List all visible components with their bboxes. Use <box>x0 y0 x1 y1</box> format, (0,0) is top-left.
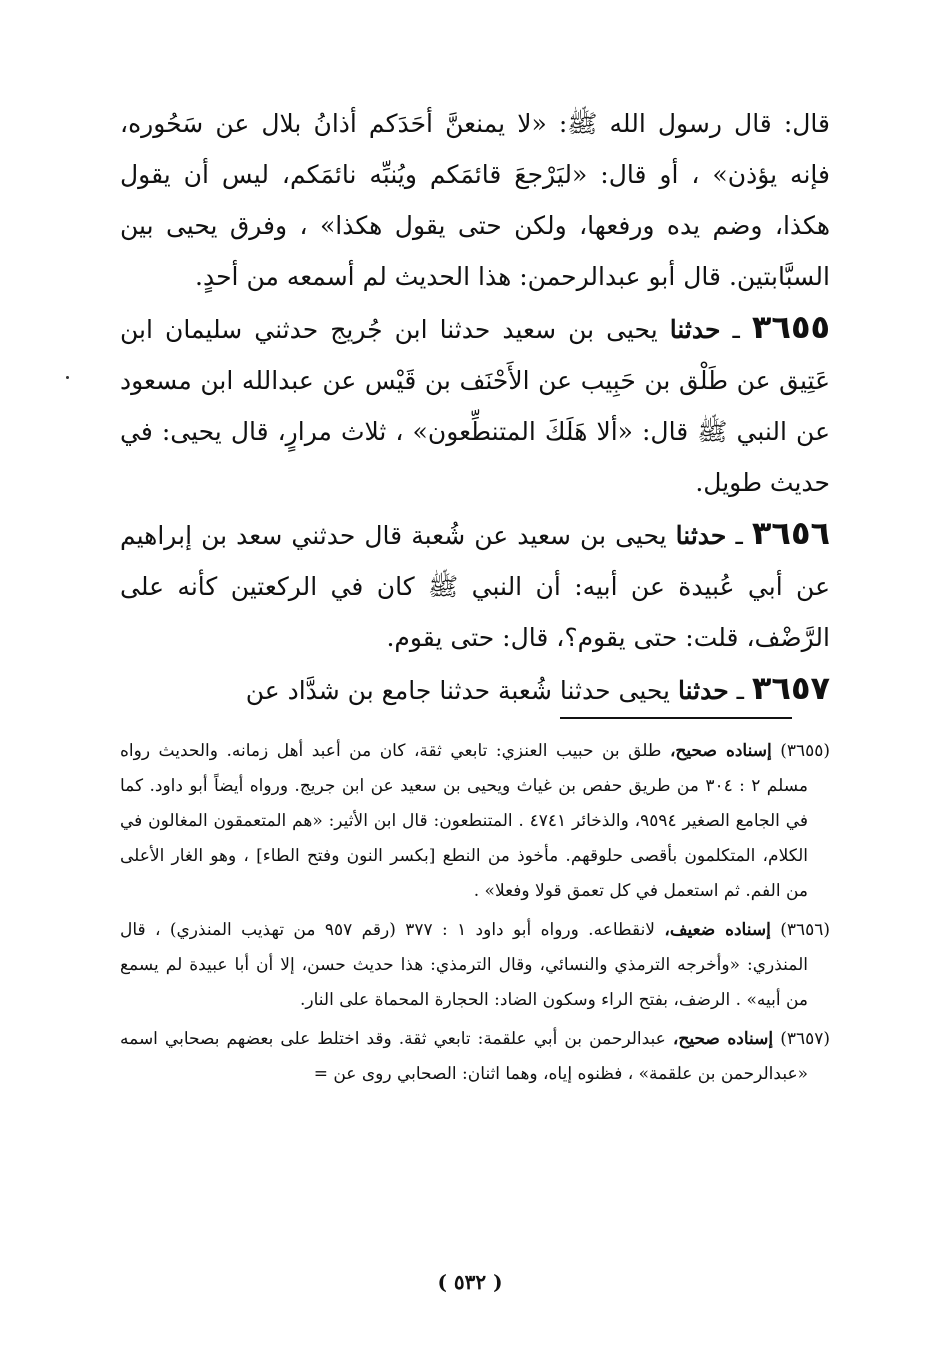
footnote-ref: (٣٦٥٥) <box>780 741 831 761</box>
footnotes <box>120 734 830 1096</box>
footnote-ref: (٣٦٥٧) <box>780 1029 830 1049</box>
footnote-3657 <box>120 1022 830 1092</box>
dash: ـ <box>726 521 752 550</box>
footnote-text: لانقطاعه. ورواه أبو داود ١ : ٣٧٧ (رقم ٩٥٧ من تهذيب المنذري) ، قال المنذري: «وأخرجه الترمذي والنسائي، وقال الترمذي: هذا حديث حسن، إلا أن أبا عبيدة لم يسمع من أبيه» . الرضف، بفتح الراء وسكون الضاد: الحجارة المحماة على النار. <box>120 920 808 1010</box>
footnote-grade: إسناده ضعيف، <box>664 920 771 940</box>
haddathana-word: حدثنا <box>675 521 727 550</box>
dash: ـ <box>728 676 752 705</box>
footnote-text: طلق بن حبيب العنزي: تابعي ثقة، كان من أعبد أهل زمانه. والحديث رواه مسلم ٢ : ٣٠٤ من طريق حفص بن غياث ويحيى بن سعيد عن ابن جريج. ورواه أيضاً أبو داود. كما في الجامع الصغير ٩٥٩٤، والذخائر ٤٧٤١ . المتنطعون: قال ابن الأثير: «هم المتعمقون المغالون في الكلام، المتكلمون بأقصى حلوقهم. مأخوذ من النطع [بكسر النون وفتح الطاء] ، وهو الغار الأعلى من الفم. ثم استعمل في كل تعمق قولا وفعلا» . <box>120 741 808 901</box>
footnote-3655 <box>120 734 830 909</box>
hadith-text: يحيى بن سعيد حدثنا ابن جُريج حدثني سليمان ابن عَتِيق عن طَلْق بن حَبِيب عن الأَحْنَف بن قَيْس عن عبدالله ابن مسعود عن النبي ﷺ قال: «ألا هَلَكَ المتنطِّعون» ، ثلاث مرارٍ، قال يحيى: في حديث طويل. <box>120 315 830 497</box>
hadith-3656 <box>120 508 830 663</box>
hadith-number: ٣٦٥٥ <box>751 308 830 346</box>
footnote-grade: إسناده صحيح، <box>669 741 772 761</box>
intro-paragraph <box>120 98 830 302</box>
hadith-3657 <box>120 663 830 716</box>
page-number: ( ٥٣٢ ) <box>437 1270 503 1294</box>
haddathana-word: حدثنا <box>669 315 721 344</box>
hadith-text: يحيى حدثنا شُعبة حدثنا جامع بن شدَّاد عن <box>245 676 678 705</box>
haddathana-word: حدثنا <box>677 676 729 705</box>
footnote-ref: (٣٦٥٦) <box>780 920 831 940</box>
hadith-number: ٣٦٥٧ <box>751 669 830 707</box>
margin-dot <box>66 376 69 379</box>
hadith-3655 <box>120 302 830 508</box>
main-text <box>120 98 830 716</box>
dash: ـ <box>720 315 752 344</box>
footnote-3656 <box>120 913 830 1018</box>
footnote-grade: إسناده صحيح، <box>672 1029 774 1049</box>
hadith-number: ٣٦٥٦ <box>751 514 830 552</box>
footnote-divider <box>560 717 792 719</box>
intro-text: قال: قال رسول الله ﷺ: «لا يمنعنَّ أحَدَكم أذانُ بلال عن سَحُوره، فإنه يؤذن» ، أو قال: «ليَرْجعَ قائمَكم ويُنبِّه نائمَكم، ليس أن يقول هكذا، وضم يده ورفعها، ولكن حتى يقول هكذا» ، وفرق يحيى بين السبَّابتين. قال أبو عبدالرحمن: هذا الحديث لم أسمعه من أحدٍ. <box>120 109 830 291</box>
hadith-text: يحيى بن سعيد عن شُعبة قال حدثني سعد بن إبراهيم عن أبي عُبيدة عن أبيه: أن النبي ﷺ كان في الركعتين كأنه على الرَّضْف، قلت: حتى يقوم؟، قال: حتى يقوم. <box>120 521 830 652</box>
footnote-text: عبدالرحمن بن أبي علقمة: تابعي ثقة. وقد اختلط على بعضهم بصحابي اسمه «عبدالرحمن بن علقمة» ، فظنوه إياه، وهما اثنان: الصحابي روى عن = <box>120 1029 808 1084</box>
